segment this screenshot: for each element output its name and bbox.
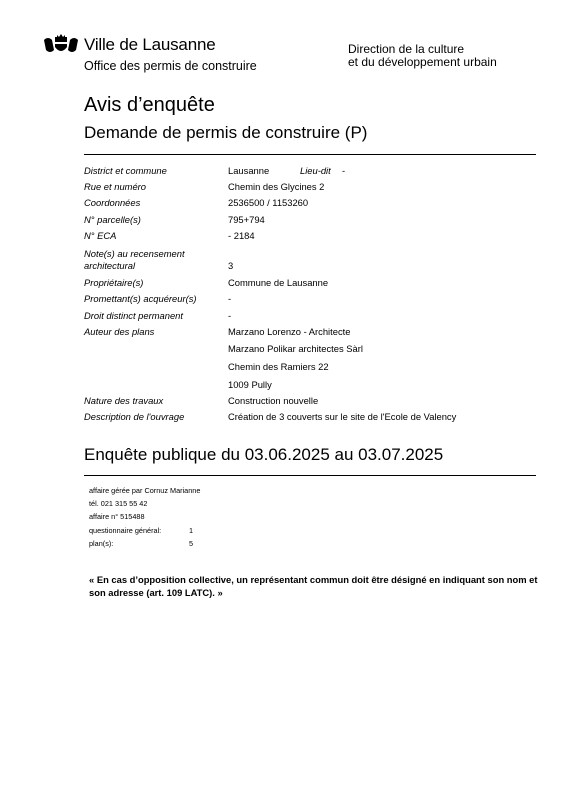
description-label: Description de l'ouvrage	[84, 411, 185, 422]
managed-by: affaire gérée par Cornuz Marianne	[89, 486, 201, 495]
recensement-label-2: architectural	[84, 260, 136, 271]
auteur-line: 1009 Pully	[228, 379, 272, 390]
plans-label: plan(s):	[89, 539, 114, 548]
lausanne-coat-of-arms-icon	[42, 34, 80, 56]
rue-value: Chemin des Glycines 2	[228, 181, 325, 192]
parcelle-value: 795+794	[228, 214, 265, 225]
page-subtitle: Demande de permis de construire (P)	[84, 123, 368, 142]
nature-value: Construction nouvelle	[228, 395, 319, 406]
opposition-note: « En cas d’opposition collective, un représentant commun doit être désigné en indiquant son nom et son adresse (art. 109 LATC). »	[89, 574, 538, 598]
city-name: Ville de Lausanne	[84, 35, 216, 54]
eca-value: - 2184	[228, 230, 255, 241]
divider-top	[84, 154, 536, 155]
eca-label: N° ECA	[84, 230, 117, 241]
droit-value: -	[228, 310, 232, 321]
enquete-period: Enquête publique du 03.06.2025 au 03.07.2025	[84, 445, 444, 464]
rue-label: Rue et numéro	[84, 181, 147, 192]
coord-label: Coordonnées	[84, 197, 141, 208]
parcelle-label: N° parcelle(s)	[84, 214, 141, 225]
lieu-dit-label: Lieu-dit	[300, 165, 331, 176]
auteur-line: Marzano Lorenzo - Architecte	[228, 326, 351, 337]
recensement-label-1: Note(s) au recensement	[84, 248, 185, 259]
district-value: Lausanne	[228, 165, 270, 176]
phone: tél. 021 315 55 42	[89, 499, 148, 508]
recensement-value: 3	[228, 260, 234, 271]
nature-label: Nature des travaux	[84, 395, 164, 406]
lieu-dit-value: -	[342, 165, 346, 176]
questionnaire-label: questionnaire général:	[89, 526, 162, 535]
auteur-line: Chemin des Ramiers 22	[228, 361, 329, 372]
case-number: affaire n° 515488	[89, 512, 145, 521]
department-line-2: et du développement urbain	[348, 55, 497, 69]
divider-bottom	[84, 475, 536, 476]
auteur-line: Marzano Polikar architectes Sàrl	[228, 343, 363, 354]
department-line-1: Direction de la culture	[348, 42, 465, 56]
proprietaire-label: Propriétaire(s)	[84, 277, 144, 288]
droit-label: Droit distinct permanent	[84, 310, 184, 321]
proprietaire-value: Commune de Lausanne	[228, 277, 329, 288]
description-value: Création de 3 couverts sur le site de l'Ecole de Valency	[228, 411, 457, 422]
plans-value: 5	[189, 539, 194, 548]
promettant-value: -	[228, 293, 232, 304]
office-name: Office des permis de construire	[84, 59, 257, 73]
district-label: District et commune	[84, 165, 167, 176]
auteur-label: Auteur des plans	[84, 326, 155, 337]
page-title: Avis d’enquête	[84, 94, 215, 116]
questionnaire-value: 1	[189, 526, 194, 535]
promettant-label: Promettant(s) acquéreur(s)	[84, 293, 197, 304]
coord-value: 2536500 / 1153260	[228, 197, 309, 208]
